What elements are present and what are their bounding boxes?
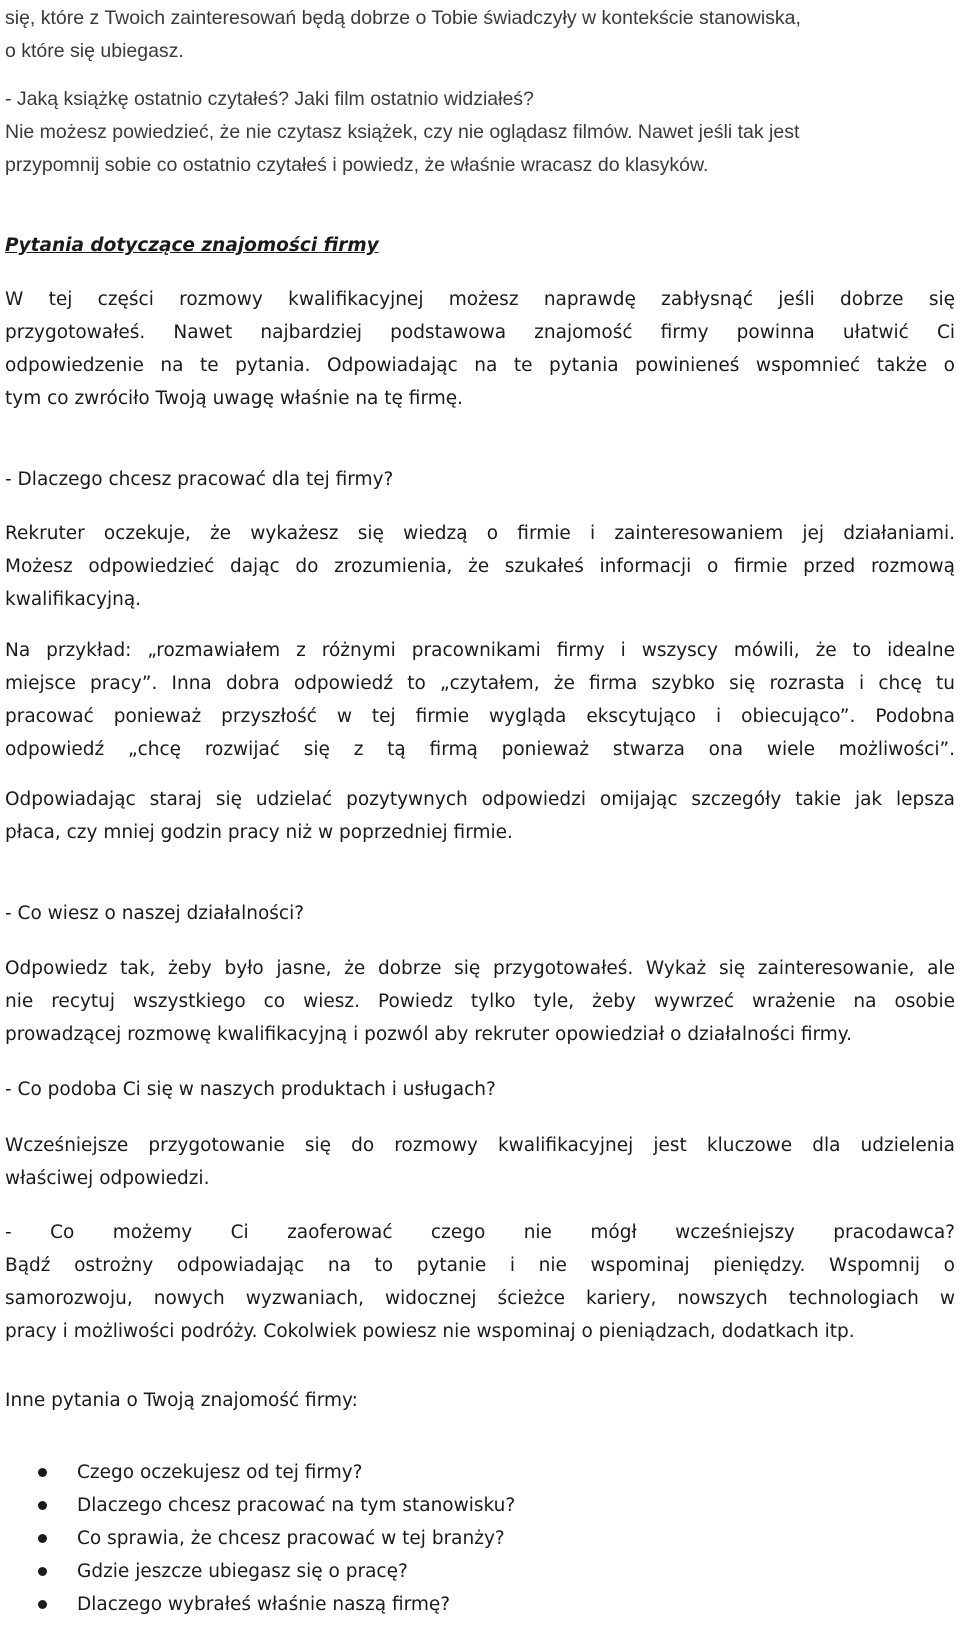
paragraph-line: odpowiedzenie na te pytania. Odpowiadając na te pytania powinieneś wspomnieć także o (5, 355, 955, 376)
paragraph-line: nie recytuj wszystkiego co wiesz. Powiedz tylko tyle, żeby wywrzeć wrażenie na osobie (5, 991, 955, 1012)
paragraph-line: Odpowiadając staraj się udzielać pozytywnych odpowiedzi omijając szczegóły takie jak lepsza (5, 789, 955, 810)
paragraph-line: prowadzącej rozmowę kwalifikacyjną i pozwól aby rekruter opowiedział o działalności firmy. (5, 1024, 852, 1045)
paragraph-line: Bądź ostrożny odpowiadając na to pytanie i nie wspominaj pieniędzy. Wspomnij o (5, 1255, 955, 1276)
q1-paragraph-3 (5, 783, 955, 849)
paragraph-line: odpowiedź „chcę rozwijać się z tą firmą ponieważ stwarza ona wiele możliwości”. (5, 739, 955, 760)
bullet-icon (38, 1468, 47, 1477)
q2-paragraph (5, 952, 955, 1051)
paragraph-line: Możesz odpowiedzieć dając do zrozumienia, że szukałeś informacji o firmie przed rozmową (5, 556, 955, 577)
bullet-icon (38, 1501, 47, 1510)
section-heading: Pytania dotyczące znajomości firmy (5, 235, 379, 256)
bullet-icon (38, 1567, 47, 1576)
list-item-text: Gdzie jeszcze ubiegasz się o pracę? (77, 1561, 408, 1582)
book-film-question-block (5, 83, 955, 182)
paragraph-line: miejsce pracy”. Inna dobra odpowiedź to „czytałem, że firma szybko się rozrasta i chcę tu (5, 673, 955, 694)
paragraph-line: W tej części rozmowy kwalifikacyjnej możesz naprawdę zabłysnąć jeśli dobrze się (5, 289, 955, 310)
q4-paragraph (5, 1216, 955, 1348)
answer-line: przypomnij sobie co ostatnio czytałeś i powiedz, że właśnie wracasz do klasyków. (5, 154, 709, 176)
q1-paragraph-2 (5, 634, 955, 766)
question-what-we-offer: - Co możemy Ci zaoferować czego nie mógł wcześniejszy pracodawca? (5, 1222, 955, 1243)
question-why-this-company: - Dlaczego chcesz pracować dla tej firmy? (5, 469, 394, 490)
list-item (0, 1489, 950, 1522)
intro-paragraph (5, 2, 955, 68)
paragraph-line: tym co zwróciło Twoją uwagę właśnie na tę firmę. (5, 388, 464, 409)
other-questions-list (0, 1456, 950, 1621)
list-item (0, 1456, 950, 1489)
list-item-text: Dlaczego wybrałeś właśnie naszą firmę? (77, 1594, 451, 1615)
list-item (0, 1522, 950, 1555)
question-products-services: - Co podoba Ci się w naszych produktach i usługach? (5, 1079, 496, 1100)
list-item (0, 1588, 950, 1621)
bullet-icon (38, 1600, 47, 1609)
list-item-text: Czego oczekujesz od tej firmy? (77, 1462, 363, 1483)
paragraph-line: kwalifikacyjną. (5, 589, 142, 610)
paragraph-line: Odpowiedz tak, żeby było jasne, że dobrze się przygotowałeś. Wykaż się zainteresowanie, ale (5, 958, 955, 979)
intro-line: o które się ubiegasz. (5, 40, 184, 62)
answer-line: Nie możesz powiedzieć, że nie czytasz książek, czy nie oglądasz filmów. Nawet jeśli tak jest (5, 121, 800, 143)
q3-paragraph (5, 1129, 955, 1195)
paragraph-line: pracy i możliwości podróży. Cokolwiek powiesz nie wspominaj o pieniądzach, dodatkach itp. (5, 1321, 855, 1342)
intro-line: się, które z Twoich zainteresowań będą dobrze o Tobie świadczyły w kontekście stanowiska, (5, 7, 801, 29)
question-what-you-know: - Co wiesz o naszej działalności? (5, 903, 305, 924)
paragraph-line: pracować ponieważ przyszłość w tej firmie wygląda ekscytująco i obiecująco”. Podobna (5, 706, 955, 727)
paragraph-line: samorozwoju, nowych wyzwaniach, widocznej ścieżce kariery, nowszych technologiach w (5, 1288, 955, 1309)
paragraph-line: Wcześniejsze przygotowanie się do rozmowy kwalifikacyjnej jest kluczowe dla udzielenia (5, 1135, 955, 1156)
list-item-text: Dlaczego chcesz pracować na tym stanowisku? (77, 1495, 516, 1516)
list-item-text: Co sprawia, że chcesz pracować w tej branży? (77, 1528, 505, 1549)
list-item (0, 1555, 950, 1588)
paragraph-line: przygotowałeś. Nawet najbardziej podstawowa znajomość firmy powinna ułatwić Ci (5, 322, 955, 343)
section-intro-paragraph (5, 283, 955, 415)
paragraph-line: Na przykład: „rozmawiałem z różnymi pracownikami firmy i wszyscy mówili, że to idealne (5, 640, 955, 661)
q1-paragraph-1 (5, 517, 955, 616)
paragraph-line: płaca, czy mniej godzin pracy niż w poprzedniej firmie. (5, 822, 513, 843)
bullet-icon (38, 1534, 47, 1543)
paragraph-line: właściwej odpowiedzi. (5, 1168, 210, 1189)
other-questions-heading: Inne pytania o Twoją znajomość firmy: (5, 1390, 358, 1411)
question-book-film: - Jaką książkę ostatnio czytałeś? Jaki film ostatnio widziałeś? (5, 88, 534, 110)
paragraph-line: Rekruter oczekuje, że wykażesz się wiedzą o firmie i zainteresowaniem jej działaniami. (5, 523, 955, 544)
